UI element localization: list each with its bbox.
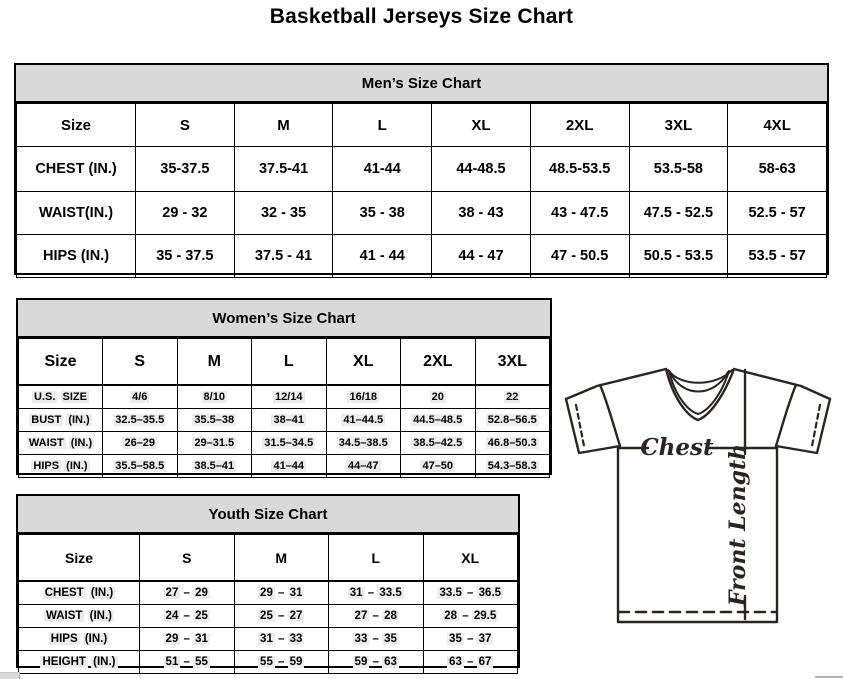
size-column-header: 4XL xyxy=(728,104,827,147)
size-value-cell xyxy=(401,455,476,478)
dash: – xyxy=(467,587,474,599)
womens-size-chart-table xyxy=(16,298,552,475)
jersey-right-cuff-dashes xyxy=(812,405,820,446)
shaded-value: HIPS xyxy=(50,633,78,645)
jersey-right-shoulder xyxy=(734,369,830,399)
size-value-cell: 35 - 38 xyxy=(333,192,432,235)
size-value-cell: 44-48.5 xyxy=(432,147,531,192)
size-value-cell: 43 - 47.5 xyxy=(530,192,629,235)
size-column-header: L xyxy=(329,535,424,582)
shaded-value: (IN.) xyxy=(70,437,93,449)
size-value-cell xyxy=(401,432,476,455)
shaded-value: 33 xyxy=(354,633,368,645)
jersey-outline-svg xyxy=(556,356,842,666)
size-column-header: L xyxy=(333,104,432,147)
shaded-value: 33.5 xyxy=(439,587,462,599)
size-value-cell xyxy=(329,581,424,605)
row-label xyxy=(19,605,140,628)
size-column-header: 3XL xyxy=(475,339,550,386)
row-label xyxy=(19,385,103,409)
shaded-value: WAIST xyxy=(46,610,83,622)
chest-label: Chest xyxy=(640,434,714,461)
dash: – xyxy=(372,656,379,668)
size-value-cell xyxy=(234,581,329,605)
shaded-value: 29 xyxy=(165,633,179,645)
size-column-header: 2XL xyxy=(530,104,629,147)
size-value-cell: 35 - 37.5 xyxy=(136,235,235,278)
youth-size-chart-table xyxy=(16,494,520,668)
shaded-value: 8/10 xyxy=(203,391,225,403)
row-label xyxy=(19,432,103,455)
measurement-row xyxy=(17,235,827,278)
shaded-value: 31 xyxy=(289,587,303,599)
dash: – xyxy=(278,587,285,599)
jersey-right-sleeve xyxy=(776,399,830,453)
shaded-value: 59 xyxy=(289,656,303,668)
row-label xyxy=(19,409,103,432)
shaded-value: 25 xyxy=(260,610,273,622)
size-value-cell xyxy=(329,651,424,674)
size-value-cell: 41 - 44 xyxy=(333,235,432,278)
size-value-cell xyxy=(475,385,550,409)
size-row-label: Size xyxy=(17,104,136,147)
shaded-value: 26–29 xyxy=(124,437,156,449)
shaded-value: 12/14 xyxy=(274,391,303,403)
shaded-value: (IN.) xyxy=(66,460,88,472)
shaded-value: 35.5–38 xyxy=(194,414,235,426)
shaded-value: 28 xyxy=(444,610,458,622)
shaded-value: 27 xyxy=(289,610,303,622)
size-column-header: 2XL xyxy=(401,339,476,386)
size-value-cell: 38 - 43 xyxy=(432,192,531,235)
size-value-cell: 53.5-58 xyxy=(629,147,728,192)
shaded-value: 44.5–48.5 xyxy=(413,414,463,426)
size-value-cell: 52.5 - 57 xyxy=(728,192,827,235)
shaded-value: 29–31.5 xyxy=(194,437,235,449)
shaded-value: 29 xyxy=(195,587,208,599)
shaded-value: 31 xyxy=(260,633,273,645)
size-row-label: Size xyxy=(19,535,140,582)
shaded-value: 22 xyxy=(506,391,519,403)
size-value-cell: 47 - 50.5 xyxy=(530,235,629,278)
shaded-value: 52.8–56.5 xyxy=(487,414,537,426)
shaded-value: 32.5–35.5 xyxy=(115,414,165,426)
shaded-value: 31 xyxy=(349,587,363,599)
measurement-row xyxy=(19,628,518,651)
size-value-cell xyxy=(329,628,424,651)
dash: – xyxy=(367,587,375,599)
size-value-cell xyxy=(140,605,235,628)
row-label: CHEST (IN.) xyxy=(17,147,136,192)
row-label xyxy=(19,651,140,674)
shaded-value: 29.5 xyxy=(473,610,497,622)
shaded-value: 31.5–34.5 xyxy=(264,437,314,449)
shaded-value: 35 xyxy=(384,633,397,645)
jersey-left-cuff-dashes xyxy=(576,405,584,446)
dash: – xyxy=(183,656,190,668)
shaded-value: (IN.) xyxy=(68,414,90,426)
size-value-cell xyxy=(326,432,401,455)
size-value-cell xyxy=(326,385,401,409)
size-value-cell xyxy=(329,605,424,628)
dash: – xyxy=(278,633,285,645)
size-value-cell xyxy=(475,432,550,455)
shaded-value: 54.3–58.3 xyxy=(487,460,537,472)
shaded-value: HIPS xyxy=(33,460,60,472)
horizontal-scrollbar-left-fragment[interactable] xyxy=(0,672,20,679)
measurement-row xyxy=(17,147,827,192)
measurement-row xyxy=(19,385,550,409)
size-value-cell xyxy=(103,455,178,478)
shaded-value: (IN.) xyxy=(90,587,114,599)
jersey-left-shoulder xyxy=(566,369,666,399)
jersey-left-seam xyxy=(600,385,620,446)
size-column-header: S xyxy=(140,535,235,582)
size-value-cell xyxy=(140,651,235,674)
shaded-value: 24 xyxy=(165,610,179,622)
shaded-value: 33 xyxy=(289,633,303,645)
shaded-value: 4/6 xyxy=(132,391,148,403)
size-column-header: 3XL xyxy=(629,104,728,147)
shaded-value: 27 xyxy=(354,610,368,622)
shaded-value: 38.5–41 xyxy=(194,460,235,472)
size-value-cell: 41-44 xyxy=(333,147,432,192)
size-value-cell: 37.5 - 41 xyxy=(234,235,333,278)
shaded-value: 27 xyxy=(165,587,179,599)
shaded-value: 51 xyxy=(165,656,179,668)
row-label: HIPS (IN.) xyxy=(17,235,136,278)
shaded-value: 28 xyxy=(384,610,397,622)
size-value-cell xyxy=(252,455,327,478)
size-value-cell xyxy=(401,409,476,432)
size-value-cell: 48.5-53.5 xyxy=(530,147,629,192)
measurement-row xyxy=(19,605,518,628)
measurement-row xyxy=(17,192,827,235)
size-column-header: L xyxy=(252,339,327,386)
size-value-cell xyxy=(140,628,235,651)
shaded-value: 35.5–58.5 xyxy=(115,460,165,472)
size-value-cell xyxy=(234,605,329,628)
size-value-cell xyxy=(177,385,252,409)
shaded-value: 25 xyxy=(195,610,208,622)
row-label xyxy=(19,581,140,605)
size-value-cell xyxy=(423,605,518,628)
jersey-body xyxy=(618,448,777,622)
size-column-header: XL xyxy=(326,339,401,386)
shaded-value: 63 xyxy=(449,656,462,668)
size-value-cell xyxy=(234,628,329,651)
size-value-cell xyxy=(423,628,518,651)
row-label xyxy=(19,628,140,651)
size-column-header: XL xyxy=(432,104,531,147)
size-value-cell: 53.5 - 57 xyxy=(728,235,827,278)
size-value-cell xyxy=(177,432,252,455)
size-value-cell: 47.5 - 52.5 xyxy=(629,192,728,235)
size-value-cell xyxy=(177,409,252,432)
size-value-cell xyxy=(140,581,235,605)
size-column-header: S xyxy=(136,104,235,147)
size-value-cell: 29 - 32 xyxy=(136,192,235,235)
youth-table-title: Youth Size Chart xyxy=(18,496,518,534)
shaded-value: CHEST xyxy=(44,587,84,599)
size-value-cell xyxy=(234,651,329,674)
size-column-header: M xyxy=(234,535,329,582)
size-column-header: M xyxy=(177,339,252,386)
shaded-value: (IN.) xyxy=(89,610,112,622)
shaded-value: 34.5–38.5 xyxy=(338,437,388,449)
size-value-cell xyxy=(252,409,327,432)
page-title: Basketball Jerseys Size Chart xyxy=(269,5,574,28)
shaded-value: 38–41 xyxy=(273,414,305,426)
shaded-value: 31 xyxy=(195,633,208,645)
measurement-row xyxy=(19,581,518,605)
horizontal-scrollbar-right-fragment[interactable] xyxy=(815,676,843,678)
size-value-cell xyxy=(103,385,178,409)
shaded-value: 67 xyxy=(478,656,492,668)
size-column-header: XL xyxy=(423,535,518,582)
womens-table-title: Women’s Size Chart xyxy=(18,300,550,338)
shaded-value: 55 xyxy=(260,656,273,668)
size-value-cell: 37.5-41 xyxy=(234,147,333,192)
front-length-label: Front Length xyxy=(725,443,751,607)
dash: – xyxy=(372,610,379,622)
size-value-cell xyxy=(177,455,252,478)
measurement-row xyxy=(19,651,518,674)
size-column-header: M xyxy=(234,104,333,147)
shaded-value: U.S. xyxy=(34,391,56,403)
measurement-row xyxy=(19,455,550,478)
shaded-value: (IN.) xyxy=(93,656,116,668)
jersey-right-seam xyxy=(776,385,796,446)
shaded-value: 38.5–42.5 xyxy=(413,437,463,449)
shaded-value: 41–44.5 xyxy=(343,414,384,426)
shaded-value: 55 xyxy=(195,656,208,668)
shaded-value: BUST xyxy=(31,414,62,426)
jersey-left-sleeve xyxy=(566,399,620,453)
dash: – xyxy=(462,610,469,622)
row-label: WAIST(IN.) xyxy=(17,192,136,235)
size-value-cell xyxy=(423,581,518,605)
size-value-cell xyxy=(326,409,401,432)
shaded-value: 35 xyxy=(449,633,462,645)
mens-table-title: Men’s Size Chart xyxy=(16,65,827,103)
shaded-value: 33.5 xyxy=(379,587,402,599)
shaded-value: 41–44 xyxy=(273,460,305,472)
measurement-row xyxy=(19,409,550,432)
dash: – xyxy=(372,633,379,645)
size-value-cell xyxy=(423,651,518,674)
dash: – xyxy=(278,610,285,622)
size-value-cell xyxy=(252,432,327,455)
dash: – xyxy=(467,633,474,645)
shaded-value: 59 xyxy=(354,656,368,668)
size-row-label: Size xyxy=(19,339,103,386)
shaded-value: 29 xyxy=(260,587,273,599)
size-value-cell xyxy=(475,455,550,478)
shaded-value: 16/18 xyxy=(349,391,378,403)
size-value-cell: 32 - 35 xyxy=(234,192,333,235)
dash: – xyxy=(183,587,190,599)
shaded-value: 37 xyxy=(478,633,492,645)
row-label xyxy=(19,455,103,478)
shaded-value: 46.8–50.3 xyxy=(487,437,537,449)
shaded-value: (IN.) xyxy=(84,633,108,645)
shaded-value: HEIGHT xyxy=(42,656,86,668)
shaded-value: 20 xyxy=(431,391,444,403)
size-value-cell xyxy=(103,409,178,432)
size-column-header: S xyxy=(103,339,178,386)
dash: – xyxy=(467,656,474,668)
dash: – xyxy=(183,633,190,645)
size-value-cell xyxy=(103,432,178,455)
size-value-cell: 35-37.5 xyxy=(136,147,235,192)
jersey-diagram xyxy=(556,356,842,666)
mens-size-chart-table xyxy=(14,63,829,275)
shaded-value: SIZE xyxy=(62,391,87,403)
shaded-value: WAIST xyxy=(28,437,64,449)
dash: – xyxy=(278,656,285,668)
size-value-cell xyxy=(326,455,401,478)
size-value-cell xyxy=(252,385,327,409)
measurement-row xyxy=(19,432,550,455)
size-value-cell: 44 - 47 xyxy=(432,235,531,278)
shaded-value: 63 xyxy=(384,656,397,668)
size-value-cell: 58-63 xyxy=(728,147,827,192)
size-value-cell: 50.5 - 53.5 xyxy=(629,235,728,278)
dash: – xyxy=(183,610,190,622)
shaded-value: 44–47 xyxy=(347,460,379,472)
size-value-cell xyxy=(475,409,550,432)
size-value-cell xyxy=(401,385,476,409)
shaded-value: 47–50 xyxy=(422,460,454,472)
shaded-value: 36.5 xyxy=(478,587,502,599)
